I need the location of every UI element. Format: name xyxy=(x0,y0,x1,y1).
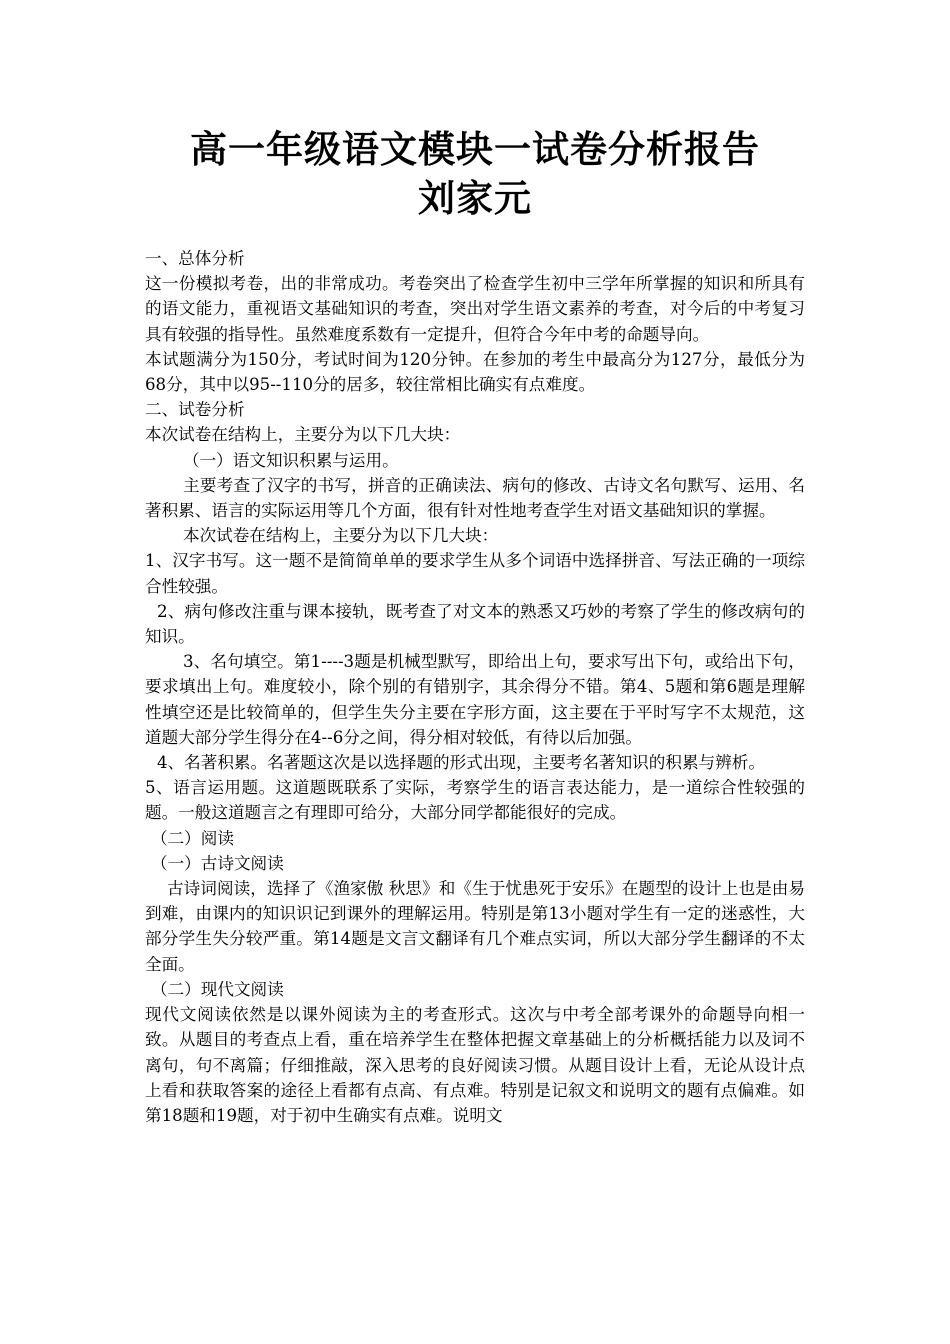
paragraph: 这一份模拟考卷，出的非常成功。考卷突出了检查学生初中三学年所掌握的知识和所具有的语文能力，重视语文基础知识的考查，突出对学生语文素养的考查，对今后的中考复习具有较强的指导性。虽然难度系数有一定提升，但符合今年中考的命题导向。 xyxy=(145,274,805,344)
section-heading: 一、总体分析 xyxy=(145,249,245,268)
section-heading: 二、试卷分析 xyxy=(145,400,245,420)
document-body xyxy=(145,246,805,1128)
list-item: 1、汉字书写。这一题不是简简单单的要求学生从多个词语中选择拼音、写法正确的一项综合性较强。 xyxy=(145,551,805,596)
list-item: 5、语言运用题。这道题既联系了实际，考察学生的语言表达能力，是一道综合性较强的题。一般这道题言之有理即可给分，大部分同学都能很好的完成。 xyxy=(145,778,805,823)
paragraph: 本试题满分为150分，考试时间为120分钟。在参加的考生中最高分为127分，最低分为68分，其中以95--110分的居多，较往常相比确实有点难度。 xyxy=(145,349,805,395)
document-title: 高一年级语文模块一试卷分析报告 xyxy=(190,128,760,171)
paragraph: 主要考查了汉字的书写，拼音的正确读法、病句的修改、古诗文名句默写、运用、名著积累、语言的实际运用等几个方面，很有针对性地考查学生对语文基础知识的掌握。 xyxy=(145,475,805,521)
list-item: 3、名句填空。第1----3题是机械型默写，即给出上句，要求写出下句，或给出下句，要求填出上句。难度较小，除个别的有错别字，其余得分不错。第4、5题和第6题是理解性填空还是比较简单的，但学生失分主要在字形方面，这主要在于平时写字不太规范，这道题大部分学生得分在4--6分之间，得分相对较低，有待以后加强。 xyxy=(145,652,805,747)
author-name: 刘家元 xyxy=(418,177,532,220)
paragraph: 现代文阅读依然是以课外阅读为主的考查形式。这次与中考全部考课外的命题导向相一致。从题目的考查点上看，重在培养学生在整体把握文章基础上的分析概括能力以及词不离句，句不离篇；仔细推敲，深入思考的良好阅读习惯。从题目设计上看，无论从设计点上看和获取答案的途径上看都有点高、有点难。特别是记叙文和说明文的题有点偏难。如第18题和19题，对于初中生确实有点难。说明文 xyxy=(145,1005,805,1125)
subsection-heading: （二）现代文阅读 xyxy=(151,979,284,999)
list-item: 4、名著积累。名著题这次是以选择题的形式出现，主要考名著知识的积累与辨析。 xyxy=(157,753,765,773)
paragraph: 本次试卷在结构上，主要分为以下几大块： xyxy=(183,526,499,546)
subsection-heading: （一）古诗文阅读 xyxy=(151,853,284,873)
paragraph: 古诗词阅读，选择了《渔家傲 秋思》和《生于忧患死于安乐》在题型的设计上也是由易到难，由课内的知识识记到课外的理解运用。特别是第13小题对学生有一定的迷惑性，大部分学生失分较严重。第14题是文言文翻译有几个难点实词，所以大部分学生翻译的不太全面。 xyxy=(145,879,805,974)
paragraph: 本次试卷在结构上，主要分为以下几大块： xyxy=(145,425,461,445)
list-item: 2、病句修改注重与课本接轨，既考查了对文本的熟悉又巧妙的考察了学生的修改病句的知识。 xyxy=(145,601,805,647)
subsection-heading: （一）语文知识积累与运用。 xyxy=(183,450,399,470)
subsection-heading: （二）阅读 xyxy=(151,828,234,848)
